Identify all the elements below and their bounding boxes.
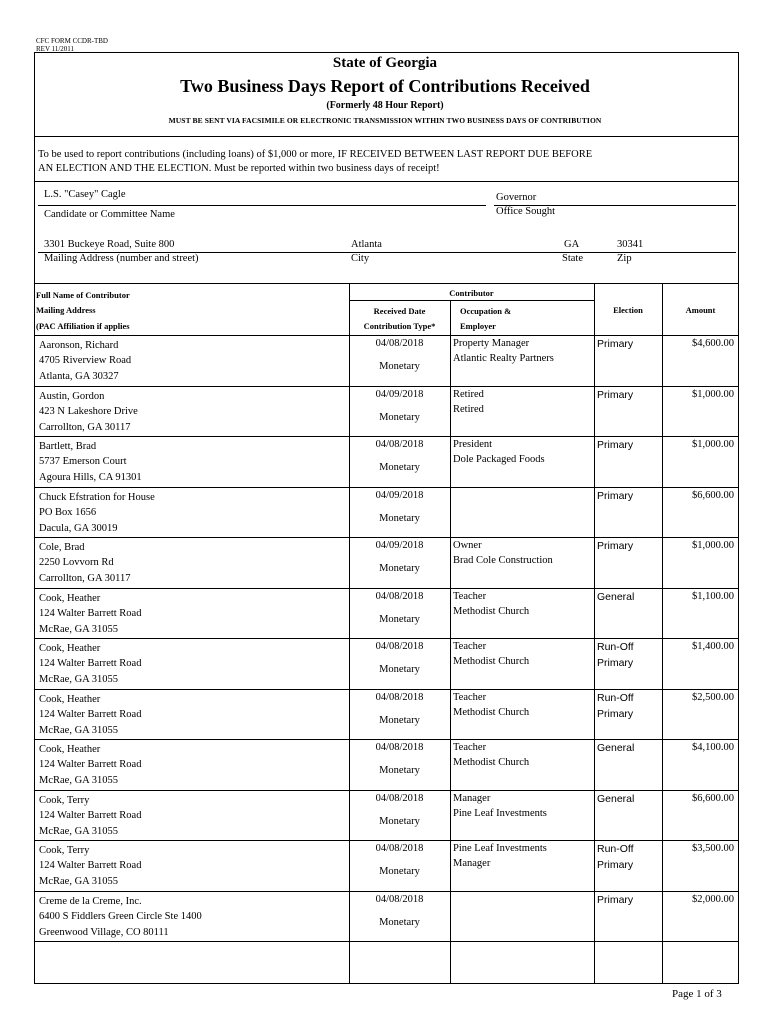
contribution-type: Monetary	[379, 714, 420, 726]
contributor-name: Chuck Efstration for House	[39, 491, 155, 503]
candidate-name-underline	[38, 205, 486, 206]
received-date: 04/09/2018	[375, 540, 424, 551]
contributor-name: Cook, Heather	[39, 693, 101, 705]
col-header-pac: (PAC Affiliation if applies	[36, 321, 130, 331]
instruction-line-1: To be used to report contributions (including loans) of $1,000 or more, IF RECEIVED BETWEEN LAST REPORT DUE BEFORE	[38, 149, 593, 160]
transmission-notice: MUST BE SENT VIA FACSIMILE OR ELECTRONIC TRANSMISSION WITHIN TWO BUSINESS DAYS OF CONTRIBUTION	[168, 116, 602, 125]
office-sought-value: Governor	[496, 192, 537, 203]
contributor-address-line: 124 Walter Barrett Road	[39, 708, 142, 720]
contribution-type: Monetary	[379, 361, 420, 372]
col-header-occupation: Occupation &	[460, 306, 512, 316]
form-id: CFC FORM CCDR-TBD	[36, 37, 108, 45]
occupation: Teacher	[453, 691, 487, 703]
contribution-type: Monetary	[379, 815, 420, 827]
contributor-city-line: Dacula, GA 30019	[39, 522, 118, 534]
received-date: 04/08/2018	[375, 843, 424, 854]
candidate-name-value: L.S. "Casey" Cagle	[44, 189, 126, 200]
contributor-city-line: McRae, GA 31055	[39, 876, 119, 887]
contribution-amount: $1,100.00	[692, 590, 734, 602]
occupation: Retired	[453, 388, 484, 400]
received-date: 04/08/2018	[375, 439, 424, 450]
occupation: Owner	[453, 540, 482, 551]
contributor-address-line: 4705 Riverview Road	[39, 355, 132, 366]
contribution-type: Monetary	[379, 664, 420, 675]
received-date: 04/08/2018	[375, 792, 424, 804]
received-date: 04/08/2018	[375, 742, 424, 753]
city-label: City	[351, 253, 370, 264]
contribution-amount: $1,000.00	[692, 388, 734, 400]
contributor-city-line: Carrollton, GA 30117	[39, 421, 131, 433]
contribution-type: Monetary	[379, 512, 420, 524]
contribution-type: Monetary	[379, 411, 420, 423]
contributor-address-line: 124 Walter Barrett Road	[39, 607, 142, 619]
candidate-divider	[34, 283, 739, 284]
contribution-amount: $6,600.00	[692, 792, 734, 804]
row-divider	[34, 941, 739, 942]
instruction-line-2: AN ELECTION AND THE ELECTION. Must be reported within two business days of receipt!	[38, 163, 440, 174]
employer: Methodist Church	[453, 656, 530, 667]
employer: Methodist Church	[453, 605, 530, 617]
state-label: State	[562, 253, 583, 264]
election-type: Primary	[597, 893, 634, 906]
election-type: General	[597, 792, 635, 805]
election-type: Primary	[597, 540, 634, 552]
contributor-address-line: 124 Walter Barrett Road	[39, 658, 142, 669]
received-date: 04/08/2018	[375, 338, 424, 349]
candidate-name-label: Candidate or Committee Name	[44, 209, 175, 220]
zip-label: Zip	[617, 253, 632, 264]
report-subtitle: (Formerly 48 Hour Report)	[326, 100, 444, 111]
contributor-header-rule	[349, 300, 594, 301]
occupation: Property Manager	[453, 338, 530, 349]
election-type-secondary: Primary	[597, 859, 634, 871]
contribution-amount: $1,000.00	[692, 439, 734, 450]
contribution-type: Monetary	[379, 765, 420, 776]
contribution-amount: $3,500.00	[692, 843, 734, 854]
election-type: Primary	[597, 338, 634, 350]
header-divider	[34, 136, 739, 137]
contributor-city-line: McRae, GA 31055	[39, 775, 119, 786]
election-type: Primary	[597, 489, 634, 502]
contributor-city-line: McRae, GA 31055	[39, 724, 119, 736]
office-sought-label: Office Sought	[496, 206, 556, 217]
city-value: Atlanta	[351, 239, 382, 250]
election-type: Run-Off	[597, 843, 634, 855]
contributor-city-line: Atlanta, GA 30327	[39, 371, 119, 382]
address-label: Mailing Address (number and street)	[44, 253, 199, 264]
election-type: Primary	[597, 439, 634, 451]
contributor-name: Bartlett, Brad	[39, 441, 97, 452]
election-type-secondary: Primary	[597, 657, 634, 669]
employer: Brad Cole Construction	[453, 555, 553, 566]
contribution-type: Monetary	[379, 613, 420, 625]
received-date: 04/08/2018	[375, 641, 424, 652]
election-type: Run-Off	[597, 641, 634, 653]
election-type-secondary: Primary	[597, 707, 634, 720]
contributor-name: Austin, Gordon	[39, 390, 105, 402]
contributor-name: Cook, Heather	[39, 592, 101, 604]
employer: Methodist Church	[453, 757, 530, 768]
employer: Pine Leaf Investments	[453, 807, 547, 819]
received-date: 04/09/2018	[375, 489, 424, 501]
received-date: 04/08/2018	[375, 893, 424, 905]
contribution-type: Monetary	[379, 563, 420, 574]
employer: Methodist Church	[453, 706, 530, 718]
contributor-name: Cook, Heather	[39, 643, 101, 654]
col-header-received-date: Received Date	[373, 306, 426, 316]
received-date: 04/08/2018	[375, 691, 424, 703]
employer: Dole Packaged Foods	[453, 454, 545, 465]
col-header-contributor: Contributor	[449, 288, 494, 298]
election-type: General	[597, 742, 635, 754]
state-heading: State of Georgia	[332, 55, 438, 71]
contributor-address-line: 124 Walter Barrett Road	[39, 759, 142, 770]
occupation: President	[453, 439, 493, 450]
contribution-amount: $1,000.00	[692, 540, 734, 551]
contribution-amount: $2,000.00	[692, 893, 734, 905]
col-header-election: Election	[613, 305, 643, 315]
contribution-amount: $1,400.00	[692, 641, 734, 652]
employer: Atlantic Realty Partners	[453, 353, 554, 364]
contributor-address-line: 5737 Emerson Court	[39, 456, 127, 467]
contributor-city-line: McRae, GA 31055	[39, 623, 119, 635]
contributor-address-line: 2250 Lovvorn Rd	[39, 557, 114, 568]
occupation: Teacher	[453, 590, 487, 602]
employer: Manager	[453, 858, 491, 869]
column-divider	[594, 283, 595, 984]
form-revision: REV 11/2011	[36, 45, 75, 53]
occupation: Manager	[453, 792, 491, 804]
election-type: Run-Off	[597, 691, 634, 704]
contributor-address-line: 124 Walter Barrett Road	[39, 809, 142, 821]
contributor-city-line: Agoura Hills, CA 91301	[39, 472, 142, 483]
election-type: Primary	[597, 388, 634, 401]
contribution-amount: $4,600.00	[692, 338, 734, 349]
col-header-address: Mailing Address	[36, 305, 96, 315]
contribution-type: Monetary	[379, 866, 420, 877]
instructions-divider	[34, 181, 739, 182]
received-date: 04/09/2018	[375, 388, 424, 400]
page-number: Page 1 of 3	[672, 988, 722, 1000]
contribution-amount: $6,600.00	[692, 489, 734, 501]
zip-value: 30341	[617, 239, 644, 250]
employer: Retired	[453, 403, 484, 415]
contributor-name: Aaronson, Richard	[39, 340, 119, 351]
column-divider	[450, 300, 451, 984]
contribution-type: Monetary	[379, 462, 420, 473]
contributor-name: Cole, Brad	[39, 542, 85, 553]
col-header-contribution-type: Contribution Type*	[363, 321, 436, 331]
occupation: Teacher	[453, 742, 487, 753]
contributor-address-line: 124 Walter Barrett Road	[39, 860, 142, 871]
contributor-city-line: McRae, GA 31055	[39, 674, 119, 685]
col-header-employer: Employer	[460, 321, 496, 331]
election-type: General	[597, 590, 635, 603]
contributor-city-line: Carrollton, GA 30117	[39, 573, 131, 584]
contributor-name: Cook, Terry	[39, 794, 90, 806]
contributor-city-line: McRae, GA 31055	[39, 825, 119, 837]
contributor-name: Cook, Heather	[39, 744, 101, 755]
contribution-amount: $2,500.00	[692, 691, 734, 703]
contribution-amount: $4,100.00	[692, 742, 734, 753]
col-header-amount: Amount	[685, 305, 716, 315]
report-title: Two Business Days Report of Contributions Received	[180, 76, 590, 96]
contributor-address-line: PO Box 1656	[39, 506, 97, 518]
received-date: 04/08/2018	[375, 590, 424, 602]
occupation: Teacher	[453, 641, 487, 652]
contributor-city-line: Greenwood Village, CO 80111	[39, 926, 169, 938]
contribution-type: Monetary	[379, 916, 420, 928]
contributor-address-line: 423 N Lakeshore Drive	[39, 405, 138, 417]
col-header-name: Full Name of Contributor	[36, 290, 130, 300]
contributor-name: Cook, Terry	[39, 845, 90, 856]
contributor-address-line: 6400 S Fiddlers Green Circle Ste 1400	[39, 910, 202, 922]
address-value: 3301 Buckeye Road, Suite 800	[44, 239, 175, 250]
occupation: Pine Leaf Investments	[453, 843, 547, 854]
contributor-name: Creme de la Creme, Inc.	[39, 895, 142, 907]
state-value: GA	[564, 239, 580, 250]
